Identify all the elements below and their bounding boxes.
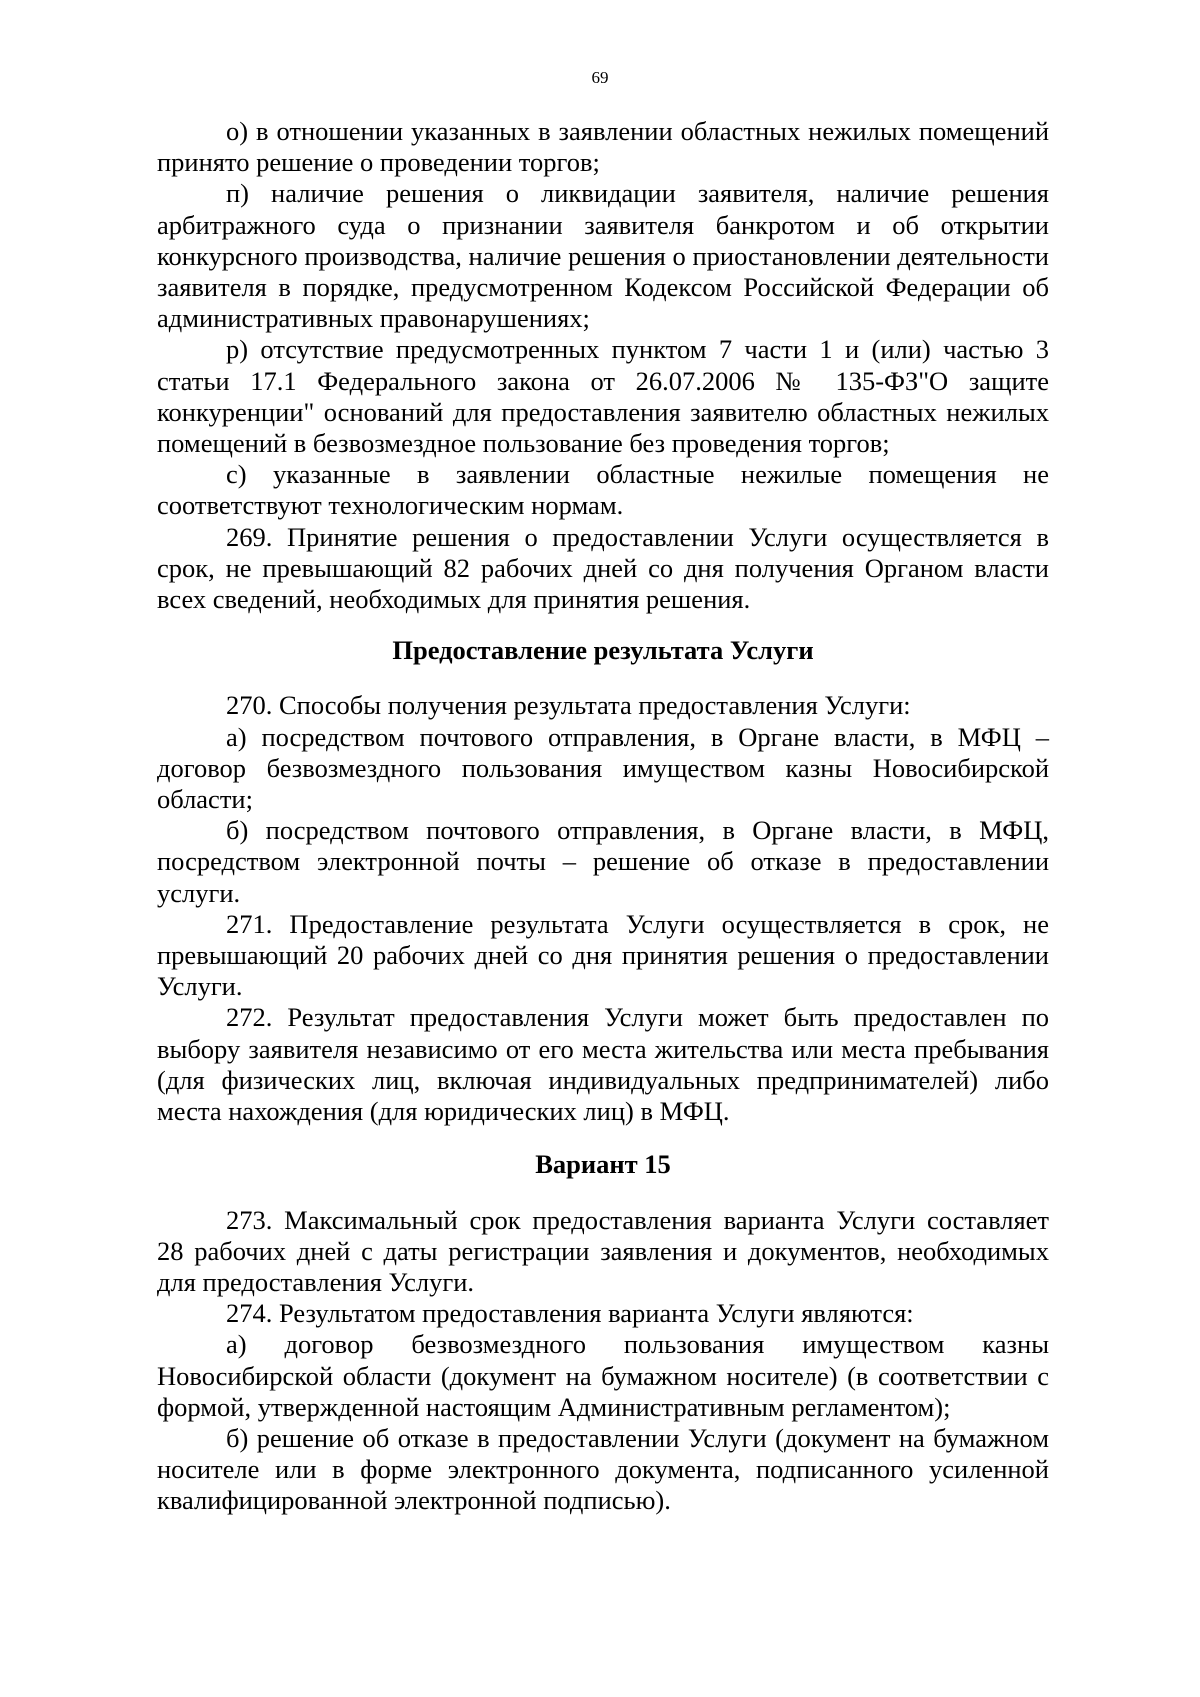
paragraph-273: 273. Максимальный срок предоставления варианта Услуги составляет 28 рабочих дней с даты регистрации заявления и документов, необходимых для предоставления Услуги. <box>157 1204 1049 1297</box>
paragraph-item-r: р) отсутствие предусмотренных пунктом 7 части 1 и (или) частью 3 статьи 17.1 Федерального закона от 26.07.2006 № 135-ФЗ"О защите конкуренции" оснований для предоставления заявителю областных нежилых помещений в безвозмездное пользование без проведения торгов; <box>157 334 1049 459</box>
section-heading-result: Предоставление результата Услуги <box>392 635 814 666</box>
paragraph-274: 274. Результатом предоставления варианта Услуги являются: <box>226 1298 914 1329</box>
section-heading-variant-15: Вариант 15 <box>535 1149 671 1180</box>
paragraph-272: 272. Результат предоставления Услуги может быть предоставлен по выбору заявителя независимо от его места жительства или места пребывания (для физических лиц, включая индивидуальных предпринимателей) либо места нахождения (для юридических лиц) в МФЦ. <box>157 1002 1049 1127</box>
paragraph-269: 269. Принятие решения о предоставлении Услуги осуществляется в срок, не превышающий 82 рабочих дней со дня получения Органом власти всех сведений, необходимых для принятия решения. <box>157 521 1049 615</box>
paragraph-270-a: а) посредством почтового отправления, в Органе власти, в МФЦ – договор безвозмездного пользования имуществом казны Новосибирской области; <box>157 721 1049 815</box>
document-body <box>157 116 1049 1517</box>
paragraph-270-b: б) посредством почтового отправления, в Органе власти, в МФЦ, посредством электронной почты – решение об отказе в предоставлении услуги. <box>157 815 1049 908</box>
paragraph-274-b: б) решение об отказе в предоставлении Услуги (документ на бумажном носителе или в форме электронного документа, подписанного усиленной квалифицированной электронной подписью). <box>157 1422 1049 1516</box>
paragraph-274-a: а) договор безвозмездного пользования имуществом казны Новосибирской области (документ на бумажном носителе) (в соответствии с формой, утвержденной настоящим Административным регламентом); <box>157 1329 1049 1422</box>
paragraph-item-p: п) наличие решения о ликвидации заявителя, наличие решения арбитражного суда о признании заявителя банкротом и об открытии конкурсного производства, наличие решения о приостановлении деятельности заявителя в порядке, предусмотренном Кодексом Российской Федерации об административных правонарушениях; <box>157 178 1049 334</box>
page-number: 69 <box>591 68 609 87</box>
paragraph-271: 271. Предоставление результата Услуги осуществляется в срок, не превышающий 20 рабочих дней со дня принятия решения о предоставлении Услуги. <box>157 908 1049 1002</box>
paragraph-item-s: с) указанные в заявлении областные нежилые помещения не соответствуют технологическим нормам. <box>157 459 1049 521</box>
paragraph-270: 270. Способы получения результата предоставления Услуги: <box>226 690 911 721</box>
paragraph-item-o: о) в отношении указанных в заявлении областных нежилых помещений принято решение о проведении торгов; <box>157 116 1049 178</box>
